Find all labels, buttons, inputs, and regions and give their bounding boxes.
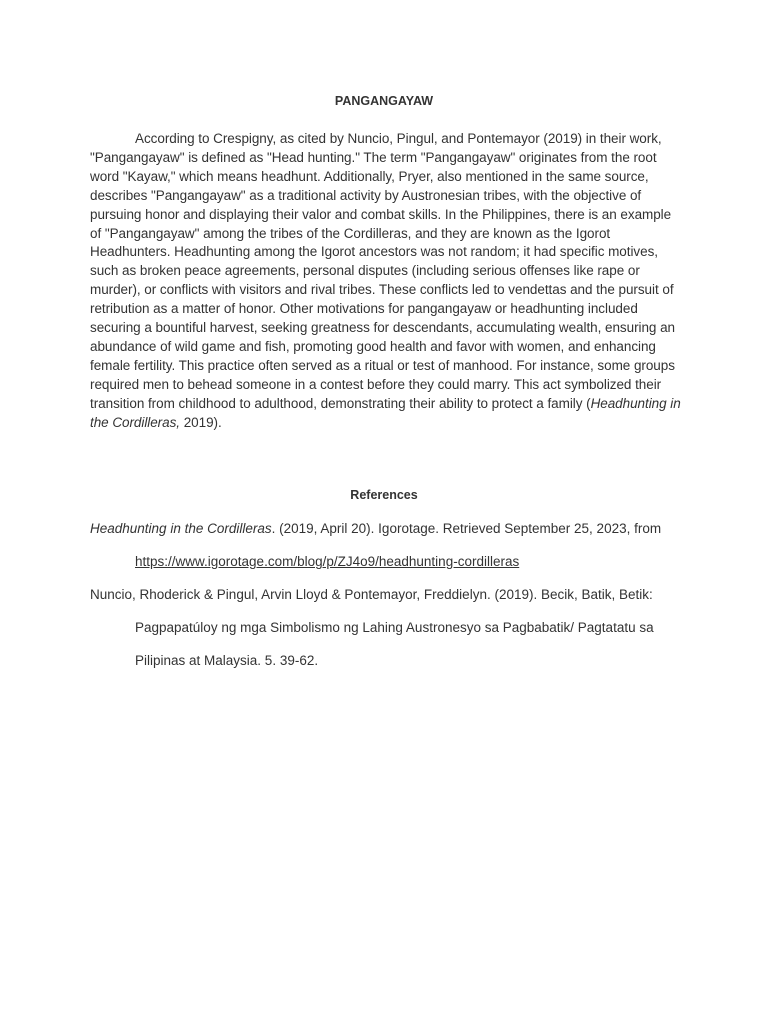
reference-1-line-2 [90,545,684,578]
reference-2-line-3: Pilipinas at Malaysia. 5. 39-62. [135,653,319,668]
paragraph-text: According to Crespigny, as cited by Nuncio, Pingul, and Pontemayor (2019) in their work, "Pangangayaw" is defined as "Head hunting." The term "Pangangayaw" originates from the root word "Kayaw," which means headhunt. Additionally, Pryer, also mentioned in the same source, describes "Pangangayaw" as a traditional activity by Austronesian tribes, with the objective of pursuing honor and displaying their valor and combat skills. In the Philippines, there is an example of "Pangangayaw" among the tribes of the Cordilleras, and they are known as the Igorot Headhunters. Headhunting among the Igorot ancestors was not random; it had specific motives, such as broken peace agreements, personal disputes (including serious offenses like rape or murder), or conflicts with visitors and rival tribes. These conflicts led to vendettas and the pursuit of retribution as a matter of honor. Other motivations for pangangayaw or headhunting included securing a bountiful harvest, seeking greatness for descendants, accumulating wealth, ensuring an abundance of wild game and fish, promoting good health and favor with women, and enhancing female fertility. This practice often served as a ritual or test of manhood. For instance, some groups required men to behead someone in a contest before they could marry. This act symbolized their transition from childhood to adulthood, demonstrating their ability to protect a family ( [90,131,676,411]
reference-2-line-2: Pagpapatúloy ng mga Simbolismo ng Lahing Austronesyo sa Pagbabatik/ Pagtatatu sa [135,620,654,635]
paragraph-italic-citation: Headhunting in the Cordilleras, [90,395,681,430]
document-title: PANGANGAYAW [334,94,434,108]
reference-1-title: Headhunting in the Cordilleras [90,521,272,536]
paragraph-text-end: 2019). [180,414,222,430]
reference-1-line-1 [90,512,684,545]
body-paragraph [90,130,684,433]
reference-2-line-1: Nuncio, Rhoderick & Pingul, Arvin Lloyd & Pontemayor, Freddielyn. (2019). Becik, Batik, Betik: [90,587,653,602]
references-heading: References [350,488,418,502]
reference-entry-1 [90,512,684,578]
reference-entry-2 [90,578,684,677]
reference-1-url-link[interactable]: https://www.igorotage.com/blog/p/ZJ4o9/headhunting-cordilleras [135,554,520,569]
reference-1-details: . (2019, April 20). Igorotage. Retrieved September 25, 2023, from [271,521,662,536]
